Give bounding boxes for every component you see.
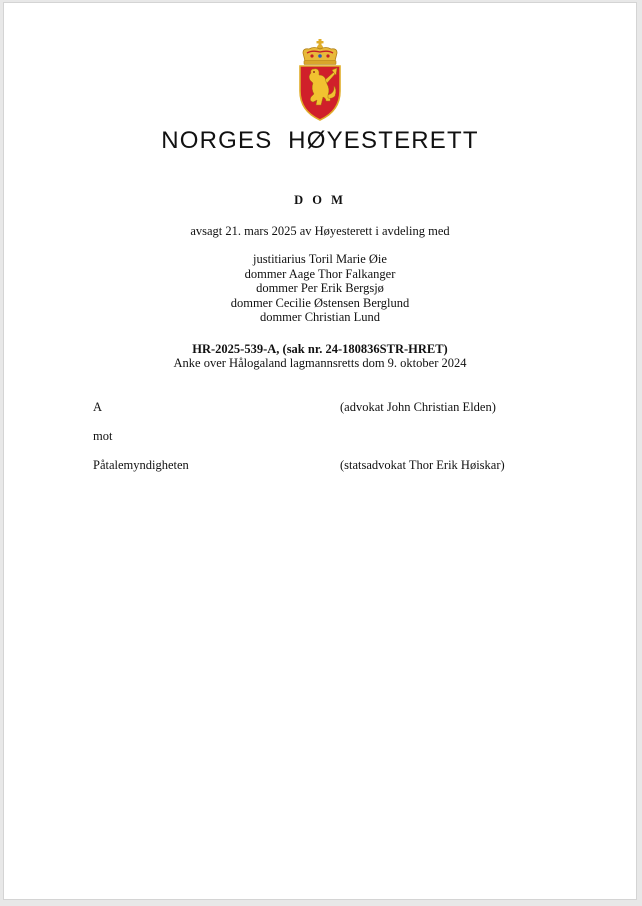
judge-name: dommer Christian Lund	[259, 310, 381, 324]
appeal-line: Anke over Hålogaland lagmannsretts dom 9. oktober 2024	[173, 356, 467, 370]
crown-icon	[303, 39, 337, 65]
case-reference: HR-2025-539-A, (sak nr. 24-180836STR-HRET)	[192, 342, 448, 356]
document-type: D O M	[294, 193, 346, 207]
judges-list	[4, 252, 636, 325]
appellant-counsel: (advokat John Christian Elden)	[340, 400, 496, 414]
respondent-row	[93, 457, 596, 473]
respondent-name: Påtalemyndigheten	[93, 458, 189, 472]
court-emblem	[4, 39, 636, 121]
document-page	[3, 2, 637, 900]
appellant-name: A	[93, 400, 103, 414]
judge-name: dommer Cecilie Østensen Berglund	[230, 295, 410, 310]
norwegian-coat-of-arms-icon	[297, 39, 343, 121]
versus-label: mot	[93, 429, 113, 443]
court-name: NORGES HØYESTERETT	[161, 127, 479, 154]
judge-name: justitiarius Toril Marie Øie	[253, 252, 387, 266]
appellant-row	[93, 399, 596, 415]
versus-row	[93, 428, 596, 444]
respondent-counsel: (statsadvokat Thor Erik Høiskar)	[340, 458, 505, 472]
judge-name: dommer Per Erik Bergsjø	[256, 281, 384, 295]
judge-name: dommer Aage Thor Falkanger	[244, 266, 396, 281]
delivery-statement: avsagt 21. mars 2025 av Høyesterett i avdeling med	[190, 224, 450, 238]
